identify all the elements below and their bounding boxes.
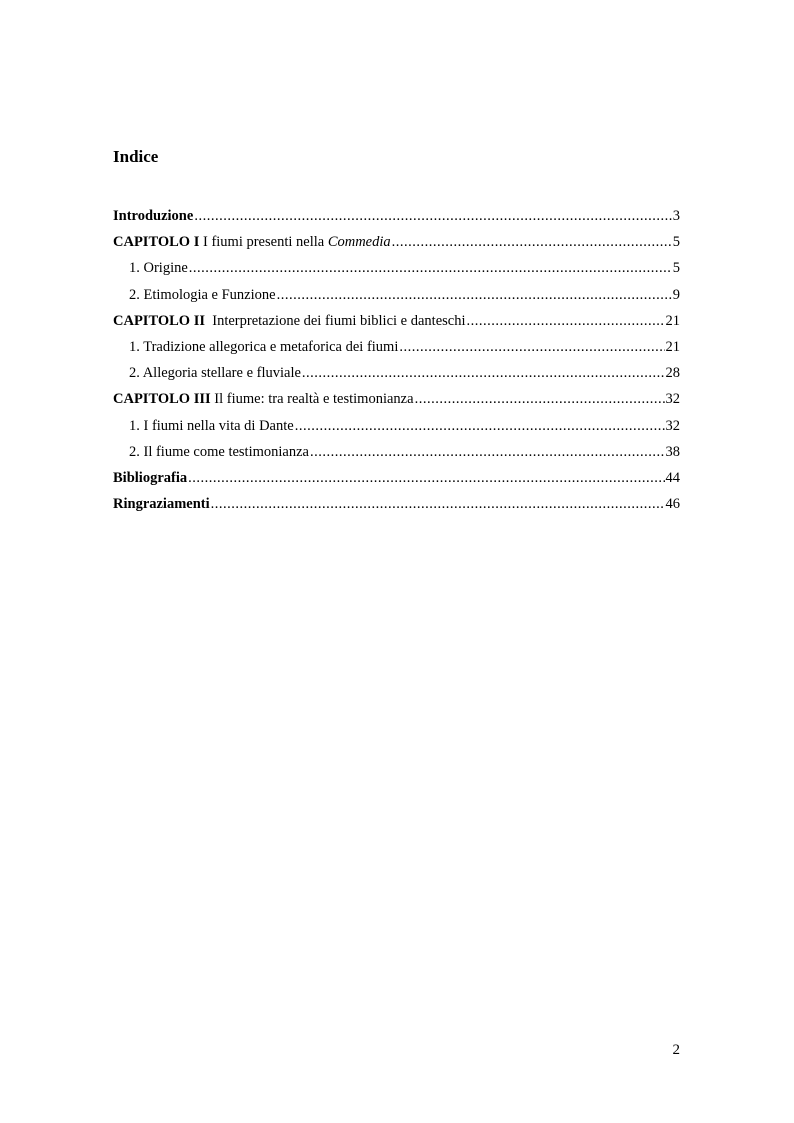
- dot-leader: [415, 388, 665, 410]
- toc-entry-title: CAPITOLO III Il fiume: tra realtà e testimonianza: [113, 391, 414, 408]
- toc-entry-title: Bibliografia: [113, 469, 188, 486]
- toc-entry-capitolo-1[interactable]: [113, 231, 680, 257]
- toc-page-number: 38: [665, 443, 680, 460]
- toc-entry-capitolo-3[interactable]: [113, 388, 680, 414]
- toc-entry-title: CAPITOLO I I fiumi presenti nella Commedia: [113, 234, 391, 251]
- dot-leader: [392, 231, 672, 253]
- dot-leader: [211, 493, 665, 515]
- toc-page-number: 5: [672, 260, 680, 277]
- toc-entry-origine[interactable]: [113, 257, 680, 283]
- toc-entry-ringraziamenti[interactable]: [113, 493, 680, 519]
- toc-entry-title: 2. Allegoria stellare e fluviale: [129, 365, 301, 382]
- page-title: Indice: [113, 147, 159, 166]
- dot-leader: [310, 441, 665, 463]
- toc-entry-title: CAPITOLO II Interpretazione dei fiumi biblici e danteschi: [113, 312, 466, 329]
- toc-entry-title: 1. I fiumi nella vita di Dante: [129, 417, 294, 434]
- toc-entry-title: 1. Origine: [129, 260, 188, 277]
- dot-leader: [302, 362, 665, 384]
- footer-page-number: 2: [672, 1042, 680, 1058]
- toc-entry-introduzione[interactable]: [113, 205, 680, 231]
- dot-leader: [188, 467, 664, 489]
- toc-entry-capitolo-2[interactable]: [113, 310, 680, 336]
- toc-page-number: 9: [672, 286, 680, 303]
- toc-entry-title: Ringraziamenti: [113, 496, 210, 513]
- toc-page-number: 3: [672, 208, 680, 224]
- toc-entry-title: 2. Etimologia e Funzione: [129, 286, 276, 303]
- toc-page-number: 5: [672, 234, 680, 251]
- toc-entry-tradizione[interactable]: [113, 336, 680, 362]
- toc-entry-title: Introduzione: [113, 208, 194, 224]
- toc-page-number: 32: [665, 417, 680, 434]
- dot-leader: [295, 415, 665, 437]
- toc-page-number: 21: [665, 338, 680, 355]
- dot-leader: [277, 284, 672, 306]
- toc-page-number: 46: [665, 496, 680, 513]
- toc-entry-etimologia[interactable]: [113, 284, 680, 310]
- toc-page-number: 21: [665, 312, 680, 329]
- toc-entry-title: 2. Il fiume come testimonianza: [129, 443, 309, 460]
- toc-entry-fiumi-vita-dante[interactable]: [113, 415, 680, 441]
- toc-page-number: 44: [665, 469, 680, 486]
- toc-entry-bibliografia[interactable]: [113, 467, 680, 493]
- dot-leader: [467, 310, 665, 332]
- toc-page-number: 28: [665, 365, 680, 382]
- toc-page-number: 32: [665, 391, 680, 408]
- dot-leader: [194, 205, 671, 227]
- dot-leader: [189, 257, 672, 279]
- table-of-contents: [113, 205, 680, 519]
- toc-entry-fiume-testimonianza[interactable]: [113, 441, 680, 467]
- dot-leader: [399, 336, 664, 358]
- toc-entry-allegoria[interactable]: [113, 362, 680, 388]
- toc-entry-title: 1. Tradizione allegorica e metaforica dei fiumi: [129, 338, 399, 355]
